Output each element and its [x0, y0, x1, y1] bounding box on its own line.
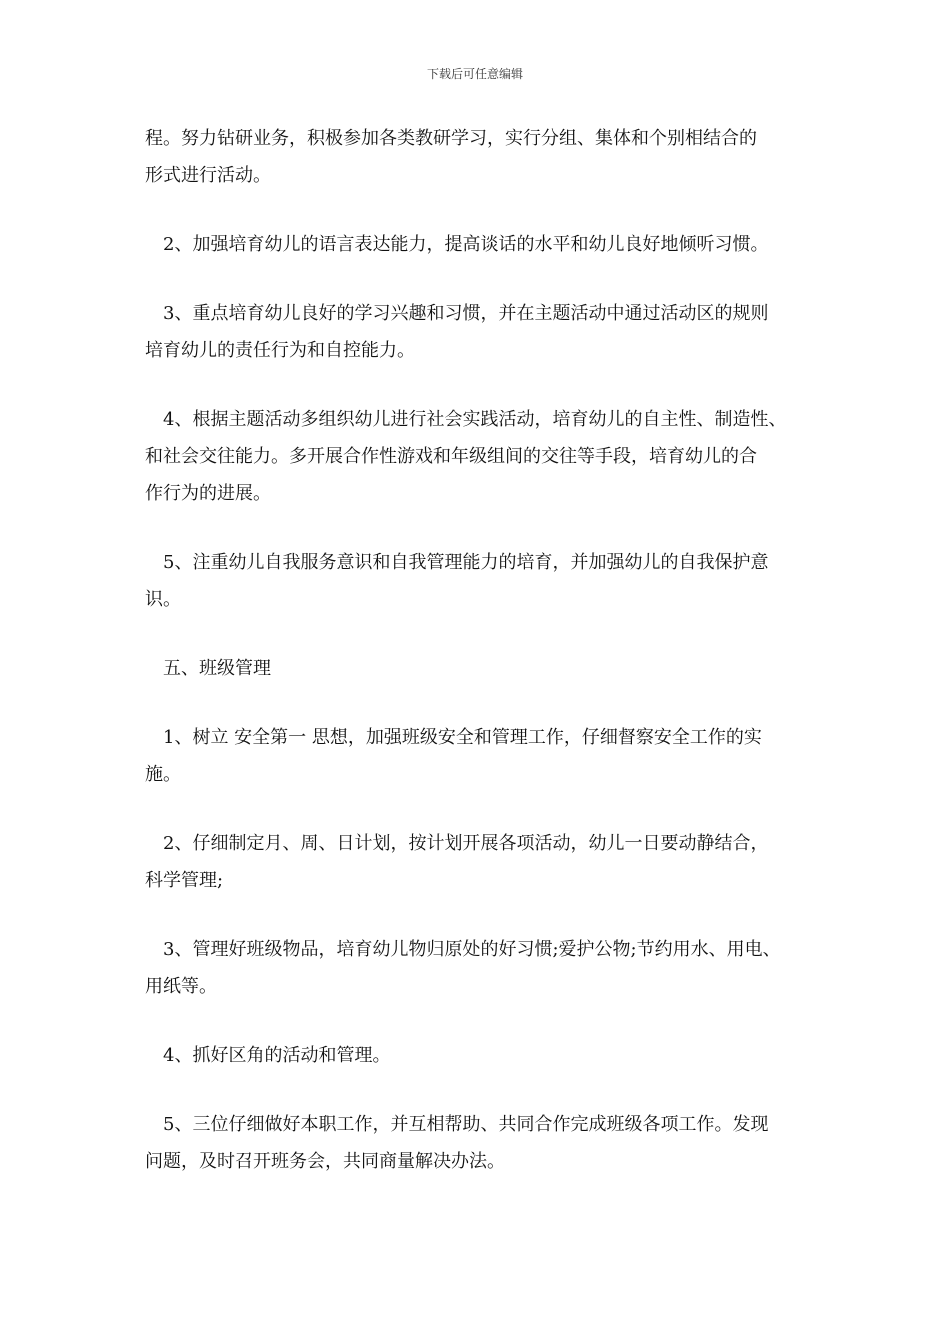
paragraph-4 — [145, 401, 825, 512]
paragraph-11 — [145, 1106, 825, 1180]
paragraph-9 — [145, 931, 825, 1005]
paragraph-line: 用纸等。 — [145, 976, 217, 997]
paragraph-line: 问题，及时召开班务会，共同商量解决办法。 — [145, 1151, 505, 1172]
paragraph-1 — [145, 120, 825, 194]
paragraph-line: 3、管理好班级物品，培育幼儿物归原处的好习惯;爱护公物;节约用水、用电、 — [163, 939, 781, 960]
paragraph-line: 4、抓好区角的活动和管理。 — [163, 1045, 391, 1066]
paragraph-line: 4、根据主题活动多组织幼儿进行社会实践活动，培育幼儿的自主性、制造性、 — [163, 409, 787, 430]
paragraph-10 — [145, 1037, 825, 1074]
paragraph-line: 2、加强培育幼儿的语言表达能力，提高谈话的水平和幼儿良好地倾听习惯。 — [163, 234, 769, 255]
paragraph-line: 3、重点培育幼儿良好的学习兴趣和习惯，并在主题活动中通过活动区的规则 — [163, 303, 769, 324]
paragraph-line: 识。 — [145, 589, 181, 610]
paragraph-line: 施。 — [145, 764, 181, 785]
paragraph-line: 科学管理; — [145, 870, 224, 891]
paragraph-line: 5、三位仔细做好本职工作，并互相帮助、共同合作完成班级各项工作。发现 — [163, 1114, 769, 1135]
paragraph-line: 程。努力钻研业务，积极参加各类教研学习，实行分组、集体和个别相结合的 — [145, 128, 757, 149]
paragraph-line: 和社会交往能力。多开展合作性游戏和年级组间的交往等手段，培育幼儿的合 — [145, 446, 757, 467]
paragraph-2 — [145, 226, 825, 263]
paragraph-8 — [145, 825, 825, 899]
section-heading — [145, 650, 825, 687]
paragraph-line: 1、树立 安全第一 思想，加强班级安全和管理工作，仔细督察安全工作的实 — [163, 727, 762, 748]
paragraph-line: 作行为的进展。 — [145, 483, 271, 504]
page-header: 下载后可任意编辑 — [426, 67, 523, 81]
paragraph-5 — [145, 544, 825, 618]
paragraph-line: 2、仔细制定月、周、日计划，按计划开展各项活动，幼儿一日要动静结合， — [163, 833, 769, 854]
paragraph-line: 形式进行活动。 — [145, 165, 271, 186]
paragraph-3 — [145, 295, 825, 369]
paragraph-line: 5、注重幼儿自我服务意识和自我管理能力的培育，并加强幼儿的自我保护意 — [163, 552, 769, 573]
document-body — [145, 120, 825, 1212]
paragraph-7 — [145, 719, 825, 793]
paragraph-line: 培育幼儿的责任行为和自控能力。 — [145, 340, 415, 361]
section-heading-text: 五、班级管理 — [163, 658, 271, 679]
